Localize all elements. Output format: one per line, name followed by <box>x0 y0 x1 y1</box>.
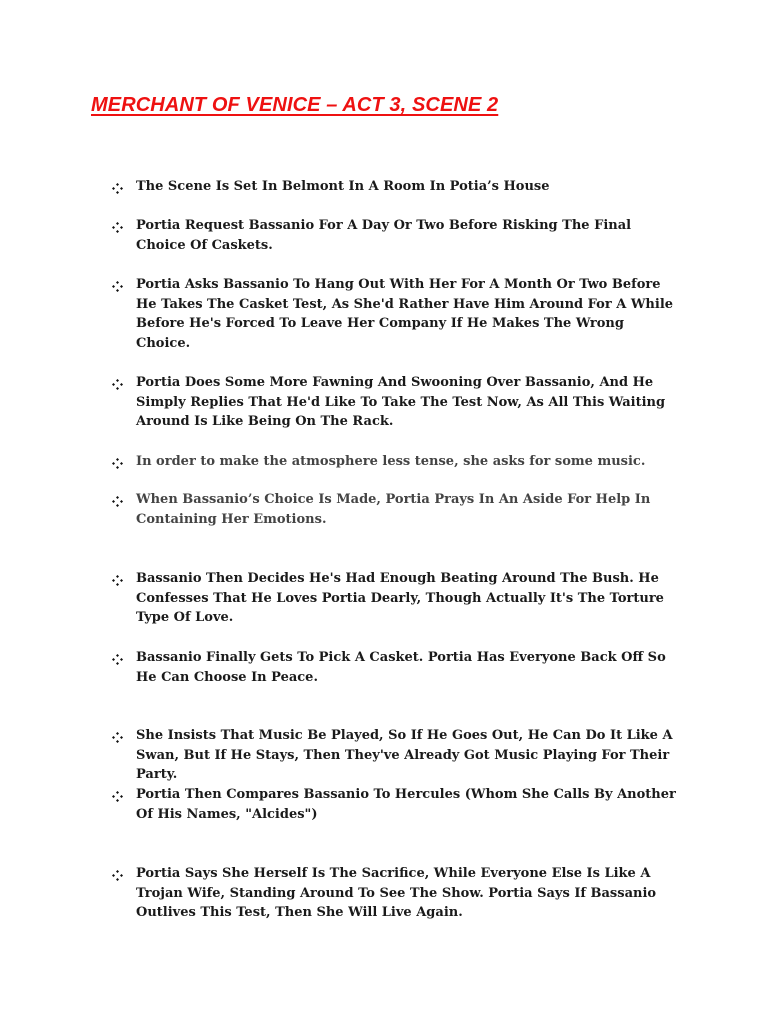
diamond-bullet-icon <box>112 870 123 881</box>
list-item <box>112 452 682 472</box>
diamond-bullet-icon <box>112 458 123 469</box>
diamond-bullet-icon <box>112 732 123 743</box>
list-item <box>112 864 682 923</box>
diamond-bullet-icon <box>112 575 123 586</box>
list-item-text: Portia Asks Bassanio To Hang Out With Her For A Month Or Two Before He Takes The Casket Test, As She'd Rather Have Him Around For A While Before He's Forced To Leave Her Company If He Makes The Wrong Choice. <box>136 277 674 351</box>
diamond-bullet-icon <box>112 791 123 802</box>
list-item-text: Bassanio Then Decides He's Had Enough Beating Around The Bush. He Confesses That He Loves Portia Dearly, Though Actually It's The Torture Type Of Love. <box>136 571 664 626</box>
list-item-text: Portia Does Some More Fawning And Swooning Over Bassanio, And He Simply Replies That He'd Like To Take The Test Now, As All This Waiting Around Is Like Being On The Rack. <box>136 375 666 430</box>
list-item <box>112 569 682 628</box>
diamond-bullet-icon <box>112 654 123 665</box>
list-item <box>112 785 682 824</box>
list-item-text: The Scene Is Set In Belmont In A Room In Potia’s House <box>136 179 550 194</box>
list-item-text: Portia Request Bassanio For A Day Or Two Before Risking The Final Choice Of Caskets. <box>136 218 632 253</box>
list-item-text: Portia Says She Herself Is The Sacrifice, While Everyone Else Is Like A Trojan Wife, Standing Around To See The Show. Portia Says If Bassanio Outlives This Test, Then She Will Live Again. <box>136 866 657 921</box>
list-item-text: In order to make the atmosphere less tense, she asks for some music. <box>136 454 646 469</box>
diamond-bullet-icon <box>112 281 123 292</box>
list-item <box>112 275 682 353</box>
list-item <box>112 177 682 197</box>
page-title: MERCHANT OF VENICE – ACT 3, SCENE 2 <box>91 94 499 116</box>
list-item <box>112 216 682 255</box>
list-item-text: Bassanio Finally Gets To Pick A Casket. Portia Has Everyone Back Off So He Can Choose In Peace. <box>136 650 666 685</box>
list-item <box>112 726 682 785</box>
list-item-text: She Insists That Music Be Played, So If He Goes Out, He Can Do It Like A Swan, But If He Stays, Then They've Already Got Music Playing For Their Party. <box>136 728 673 783</box>
list-item <box>112 490 682 529</box>
list-item <box>112 373 682 432</box>
list-item-text: Portia Then Compares Bassanio To Hercules (Whom She Calls By Another Of His Names, "Alcides") <box>136 787 676 822</box>
list-item-text: When Bassanio’s Choice Is Made, Portia Prays In An Aside For Help In Containing Her Emotions. <box>136 492 651 527</box>
diamond-bullet-icon <box>112 379 123 390</box>
diamond-bullet-icon <box>112 496 123 507</box>
diamond-bullet-icon <box>112 183 123 194</box>
list-item <box>112 648 682 687</box>
diamond-bullet-icon <box>112 222 123 233</box>
